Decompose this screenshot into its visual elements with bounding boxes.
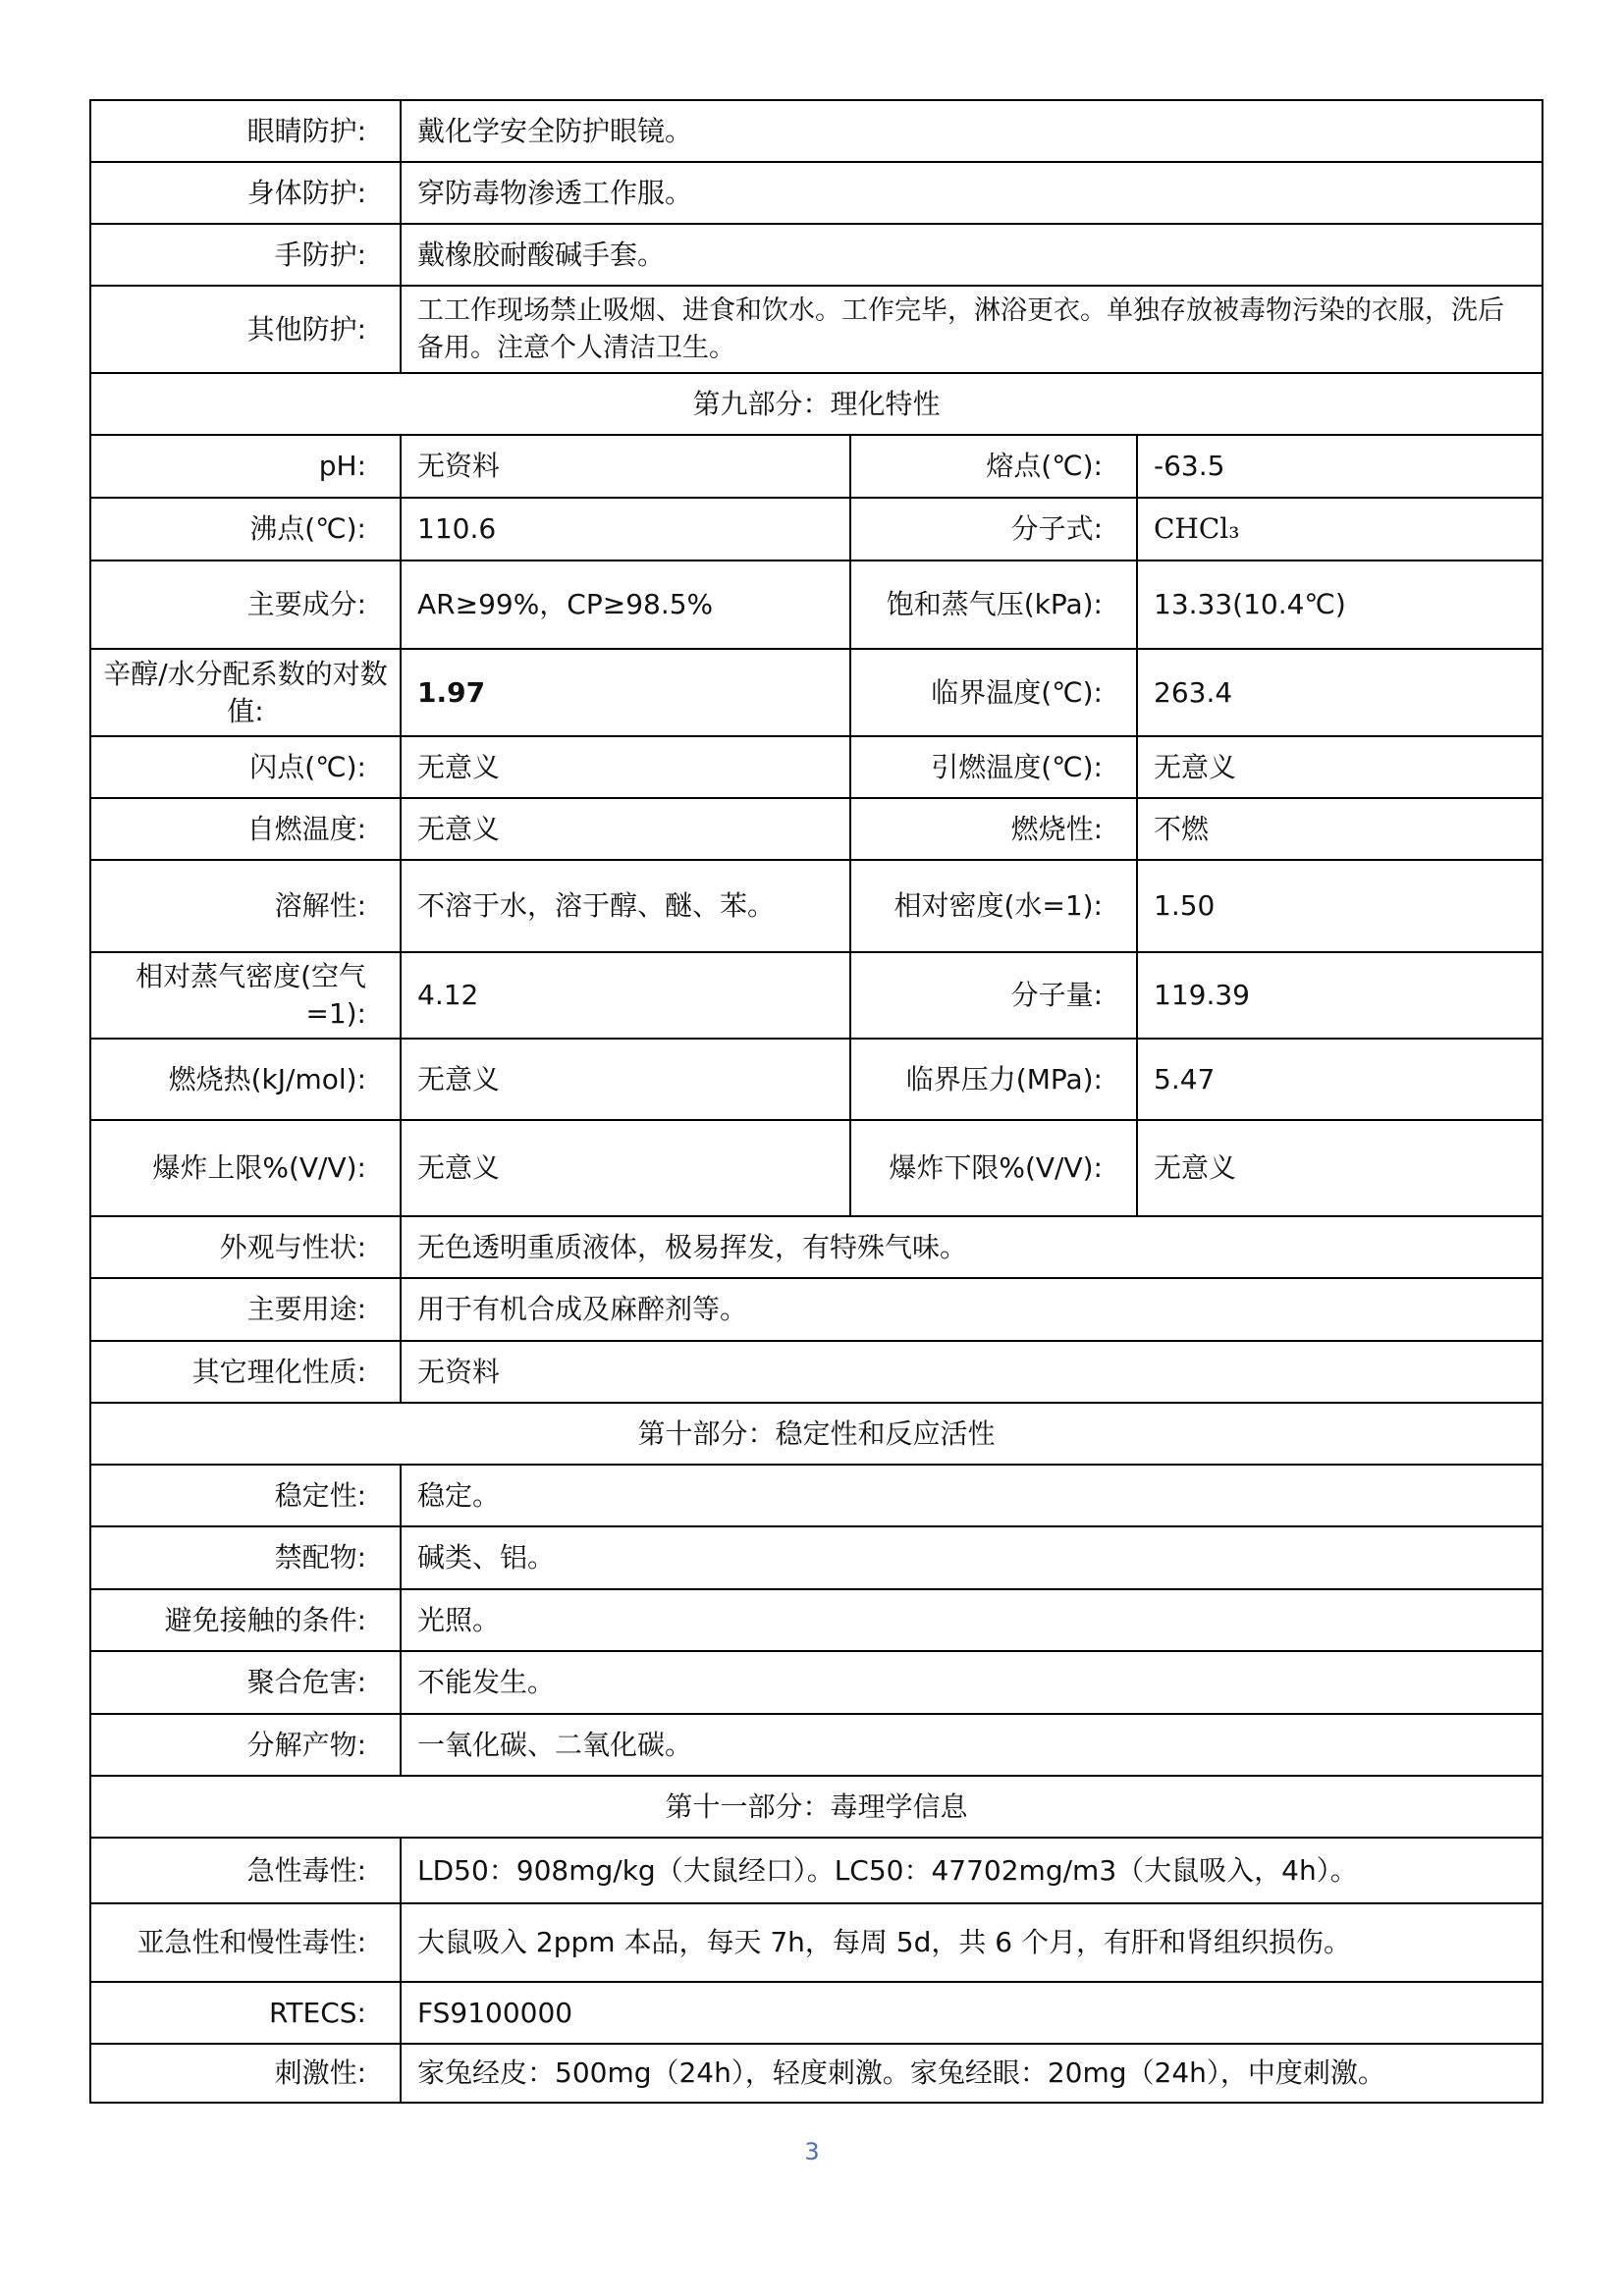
hand-protection-value: 戴橡胶耐酸碱手套。: [401, 224, 1543, 286]
lower-explosive-limit-label: 爆炸下限%(V/V):: [850, 1120, 1137, 1216]
table-row: [90, 1982, 1543, 2044]
stability-value: 稳定。: [401, 1465, 1543, 1526]
flash-point-value: 无意义: [401, 736, 850, 798]
table-row: [90, 498, 1543, 561]
body-protection-value: 穿防毒物渗透工作服。: [401, 162, 1543, 224]
table-row: [90, 100, 1543, 162]
ph-value: 无资料: [401, 435, 850, 498]
solubility-value: 不溶于水，溶于醇、醚、苯。: [401, 860, 850, 952]
main-component-value: AR≥99%，CP≥98.5%: [401, 561, 850, 649]
critical-temperature-label: 临界温度(℃):: [850, 649, 1137, 736]
vapor-pressure-value: 13.33(10.4℃): [1137, 561, 1543, 649]
table-row: [90, 1589, 1543, 1651]
flammability-value: 不燃: [1137, 798, 1543, 860]
acute-toxicity-value: LD50：908mg/kg（大鼠经口）。LC50：47702mg/m3（大鼠吸入，4h）。: [401, 1838, 1543, 1903]
table-row: [90, 1714, 1543, 1776]
lower-explosive-limit-value: 无意义: [1137, 1120, 1543, 1216]
table-row: [90, 1465, 1543, 1526]
section-header-row: [90, 1403, 1543, 1465]
table-row: [90, 224, 1543, 286]
main-component-label: 主要成分:: [90, 561, 401, 649]
table-row: [90, 1651, 1543, 1714]
boiling-point-label: 沸点(℃):: [90, 498, 401, 561]
section9-title: 第九部分：理化特性: [90, 373, 1543, 435]
main-use-label: 主要用途:: [90, 1278, 401, 1341]
irritation-value: 家兔经皮：500mg（24h），轻度刺激。家兔经眼：20mg（24h），中度刺激。: [401, 2044, 1543, 2103]
rtecs-value: FS9100000: [401, 1982, 1543, 2044]
table-row: [90, 1838, 1543, 1903]
ignition-temperature-value: 无意义: [1137, 736, 1543, 798]
table-row: [90, 1039, 1543, 1120]
autoignition-temperature-label: 自燃温度:: [90, 798, 401, 860]
melting-point-value: -63.5: [1137, 435, 1543, 498]
table-row: [90, 952, 1543, 1039]
upper-explosive-limit-value: 无意义: [401, 1120, 850, 1216]
table-row: [90, 736, 1543, 798]
melting-point-label: 熔点(℃):: [850, 435, 1137, 498]
partition-coefficient-value: 1.97: [401, 649, 850, 736]
relative-density-label: 相对密度(水=1):: [850, 860, 1137, 952]
table-row: [90, 1526, 1543, 1589]
body-protection-label: 身体防护:: [90, 162, 401, 224]
section11-title: 第十一部分：毒理学信息: [90, 1776, 1543, 1838]
decomposition-products-value: 一氧化碳、二氧化碳。: [401, 1714, 1543, 1776]
page-number: 3: [804, 2138, 820, 2165]
ignition-temperature-label: 引燃温度(℃):: [850, 736, 1137, 798]
autoignition-temperature-value: 无意义: [401, 798, 850, 860]
other-properties-label: 其它理化性质:: [90, 1341, 401, 1403]
critical-pressure-label: 临界压力(MPa):: [850, 1039, 1137, 1120]
heat-of-combustion-label: 燃烧热(kJ/mol):: [90, 1039, 401, 1120]
acute-toxicity-label: 急性毒性:: [90, 1838, 401, 1903]
vapor-density-label: 相对蒸气密度(空气=1):: [90, 952, 401, 1039]
ph-label: pH:: [90, 435, 401, 498]
vapor-pressure-label: 饱和蒸气压(kPa):: [850, 561, 1137, 649]
table-row: [90, 1903, 1543, 1982]
table-row: [90, 649, 1543, 736]
partition-coefficient-label: 辛醇/水分配系数的对数值:: [90, 649, 401, 736]
table-row: [90, 286, 1543, 373]
section-header-row: [90, 373, 1543, 435]
table-row: [90, 860, 1543, 952]
flammability-label: 燃烧性:: [850, 798, 1137, 860]
critical-pressure-value: 5.47: [1137, 1039, 1543, 1120]
appearance-label: 外观与性状:: [90, 1216, 401, 1278]
main-use-value: 用于有机合成及麻醉剂等。: [401, 1278, 1543, 1341]
hand-protection-label: 手防护:: [90, 224, 401, 286]
msds-table: [89, 99, 1543, 2104]
conditions-to-avoid-label: 避免接触的条件:: [90, 1589, 401, 1651]
chronic-toxicity-label: 亚急性和慢性毒性:: [90, 1903, 401, 1982]
table-row: [90, 561, 1543, 649]
table-row: [90, 1216, 1543, 1278]
polymerization-hazard-label: 聚合危害:: [90, 1651, 401, 1714]
flash-point-label: 闪点(℃):: [90, 736, 401, 798]
table-row: [90, 1341, 1543, 1403]
table-row: [90, 1120, 1543, 1216]
rtecs-label: RTECS:: [90, 1982, 401, 2044]
vapor-density-value: 4.12: [401, 952, 850, 1039]
molecular-weight-label: 分子量:: [850, 952, 1137, 1039]
solubility-label: 溶解性:: [90, 860, 401, 952]
heat-of-combustion-value: 无意义: [401, 1039, 850, 1120]
table-row: [90, 435, 1543, 498]
molecular-weight-value: 119.39: [1137, 952, 1543, 1039]
irritation-label: 刺激性:: [90, 2044, 401, 2103]
eye-protection-value: 戴化学安全防护眼镜。: [401, 100, 1543, 162]
table-row: [90, 1278, 1543, 1341]
polymerization-hazard-value: 不能发生。: [401, 1651, 1543, 1714]
stability-label: 稳定性:: [90, 1465, 401, 1526]
table-row: [90, 162, 1543, 224]
decomposition-products-label: 分解产物:: [90, 1714, 401, 1776]
section-header-row: [90, 1776, 1543, 1838]
conditions-to-avoid-value: 光照。: [401, 1589, 1543, 1651]
chronic-toxicity-value: 大鼠吸入 2ppm 本品，每天 7h，每周 5d，共 6 个月，有肝和肾组织损伤。: [401, 1903, 1543, 1982]
relative-density-value: 1.50: [1137, 860, 1543, 952]
appearance-value: 无色透明重质液体，极易挥发，有特殊气味。: [401, 1216, 1543, 1278]
upper-explosive-limit-label: 爆炸上限%(V/V):: [90, 1120, 401, 1216]
incompatible-materials-value: 碱类、铝。: [401, 1526, 1543, 1589]
eye-protection-label: 眼睛防护:: [90, 100, 401, 162]
other-properties-value: 无资料: [401, 1341, 1543, 1403]
molecular-formula-value: CHCl₃: [1137, 498, 1543, 561]
other-protection-label: 其他防护:: [90, 286, 401, 373]
table-row: [90, 798, 1543, 860]
boiling-point-value: 110.6: [401, 498, 850, 561]
critical-temperature-value: 263.4: [1137, 649, 1543, 736]
incompatible-materials-label: 禁配物:: [90, 1526, 401, 1589]
section10-title: 第十部分：稳定性和反应活性: [90, 1403, 1543, 1465]
table-row: [90, 2044, 1543, 2103]
molecular-formula-label: 分子式:: [850, 498, 1137, 561]
other-protection-value: 工工作现场禁止吸烟、进食和饮水。工作完毕，淋浴更衣。单独存放被毒物污染的衣服，洗后备用。注意个人清洁卫生。: [401, 286, 1543, 373]
